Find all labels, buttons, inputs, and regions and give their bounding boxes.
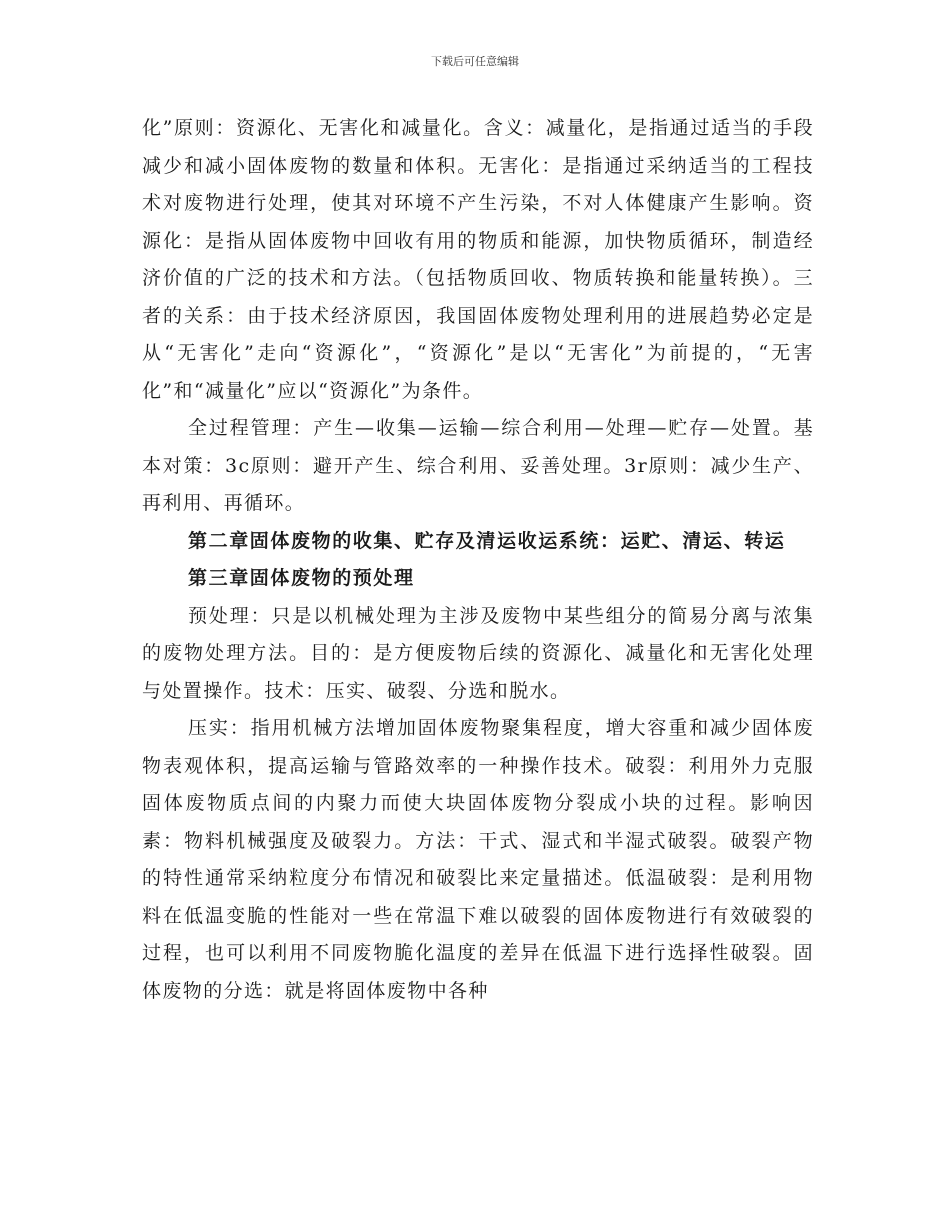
paragraph-pretreatment: 预处理：只是以机械处理为主涉及废物中某些组分的简易分离与浓集的废物处理方法。目的：是方便废物后续的资源化、减量化和无害化处理与处置操作。技术：压实、破裂、分选和脱水。 [142,604,814,702]
chapter-2-heading: 第二章固体废物的收集、贮存及清运收运系统：运贮、清运、转运 [188,529,786,552]
paragraph-principles: 化”原则：资源化、无害化和减量化。含义：减量化，是指通过适当的手段减少和减小固体废物的数量和体积。无害化：是指通过采纳适当的工程技术对废物进行处理，使其对环境不产生污染，不对人体健康产生影响。资源化：是指从固体废物中回收有用的物质和能源，加快物质循环，制造经济价值的广泛的技术和方法。（包括物质回收、物质转换和能量转换）。三者的关系：由于技术经济原因，我国固体废物处理利用的进展趋势必定是从“无害化”走向“资源化”，“资源化”是以“无害化”为前提的，“无害化”和“减量化”应以“资源化”为条件。 [142,117,814,402]
document-body [142,110,814,1010]
paragraph-whole-process-management: 全过程管理：产生—收集—运输—综合利用—处理—贮存—处置。基本对策：3c原则：避开产生、综合利用、妥善处理。3r原则：减少生产、再利用、再循环。 [142,417,814,514]
chapter-3-heading: 第三章固体废物的预处理 [188,567,415,589]
page-header-note: 下载后可任意编辑 [431,55,519,68]
paragraph-compaction-crushing: 压实：指用机械方法增加固体废物聚集程度，增大容重和减少固体废物表观体积，提高运输与管路效率的一种操作技术。破裂：利用外力克服固体废物质点间的内聚力而使大块固体废物分裂成小块的过程。影响因素：物料机械强度及破裂力。方法：干式、湿式和半湿式破裂。破裂产物的特性通常采纳粒度分布情况和破裂比来定量描述。低温破裂：是利用物料在低温变脆的性能对一些在常温下难以破裂的固体废物进行有效破裂的过程，也可以利用不同废物脆化温度的差异在低温下进行选择性破裂。固体废物的分选：就是将固体废物中各种 [142,717,814,1002]
